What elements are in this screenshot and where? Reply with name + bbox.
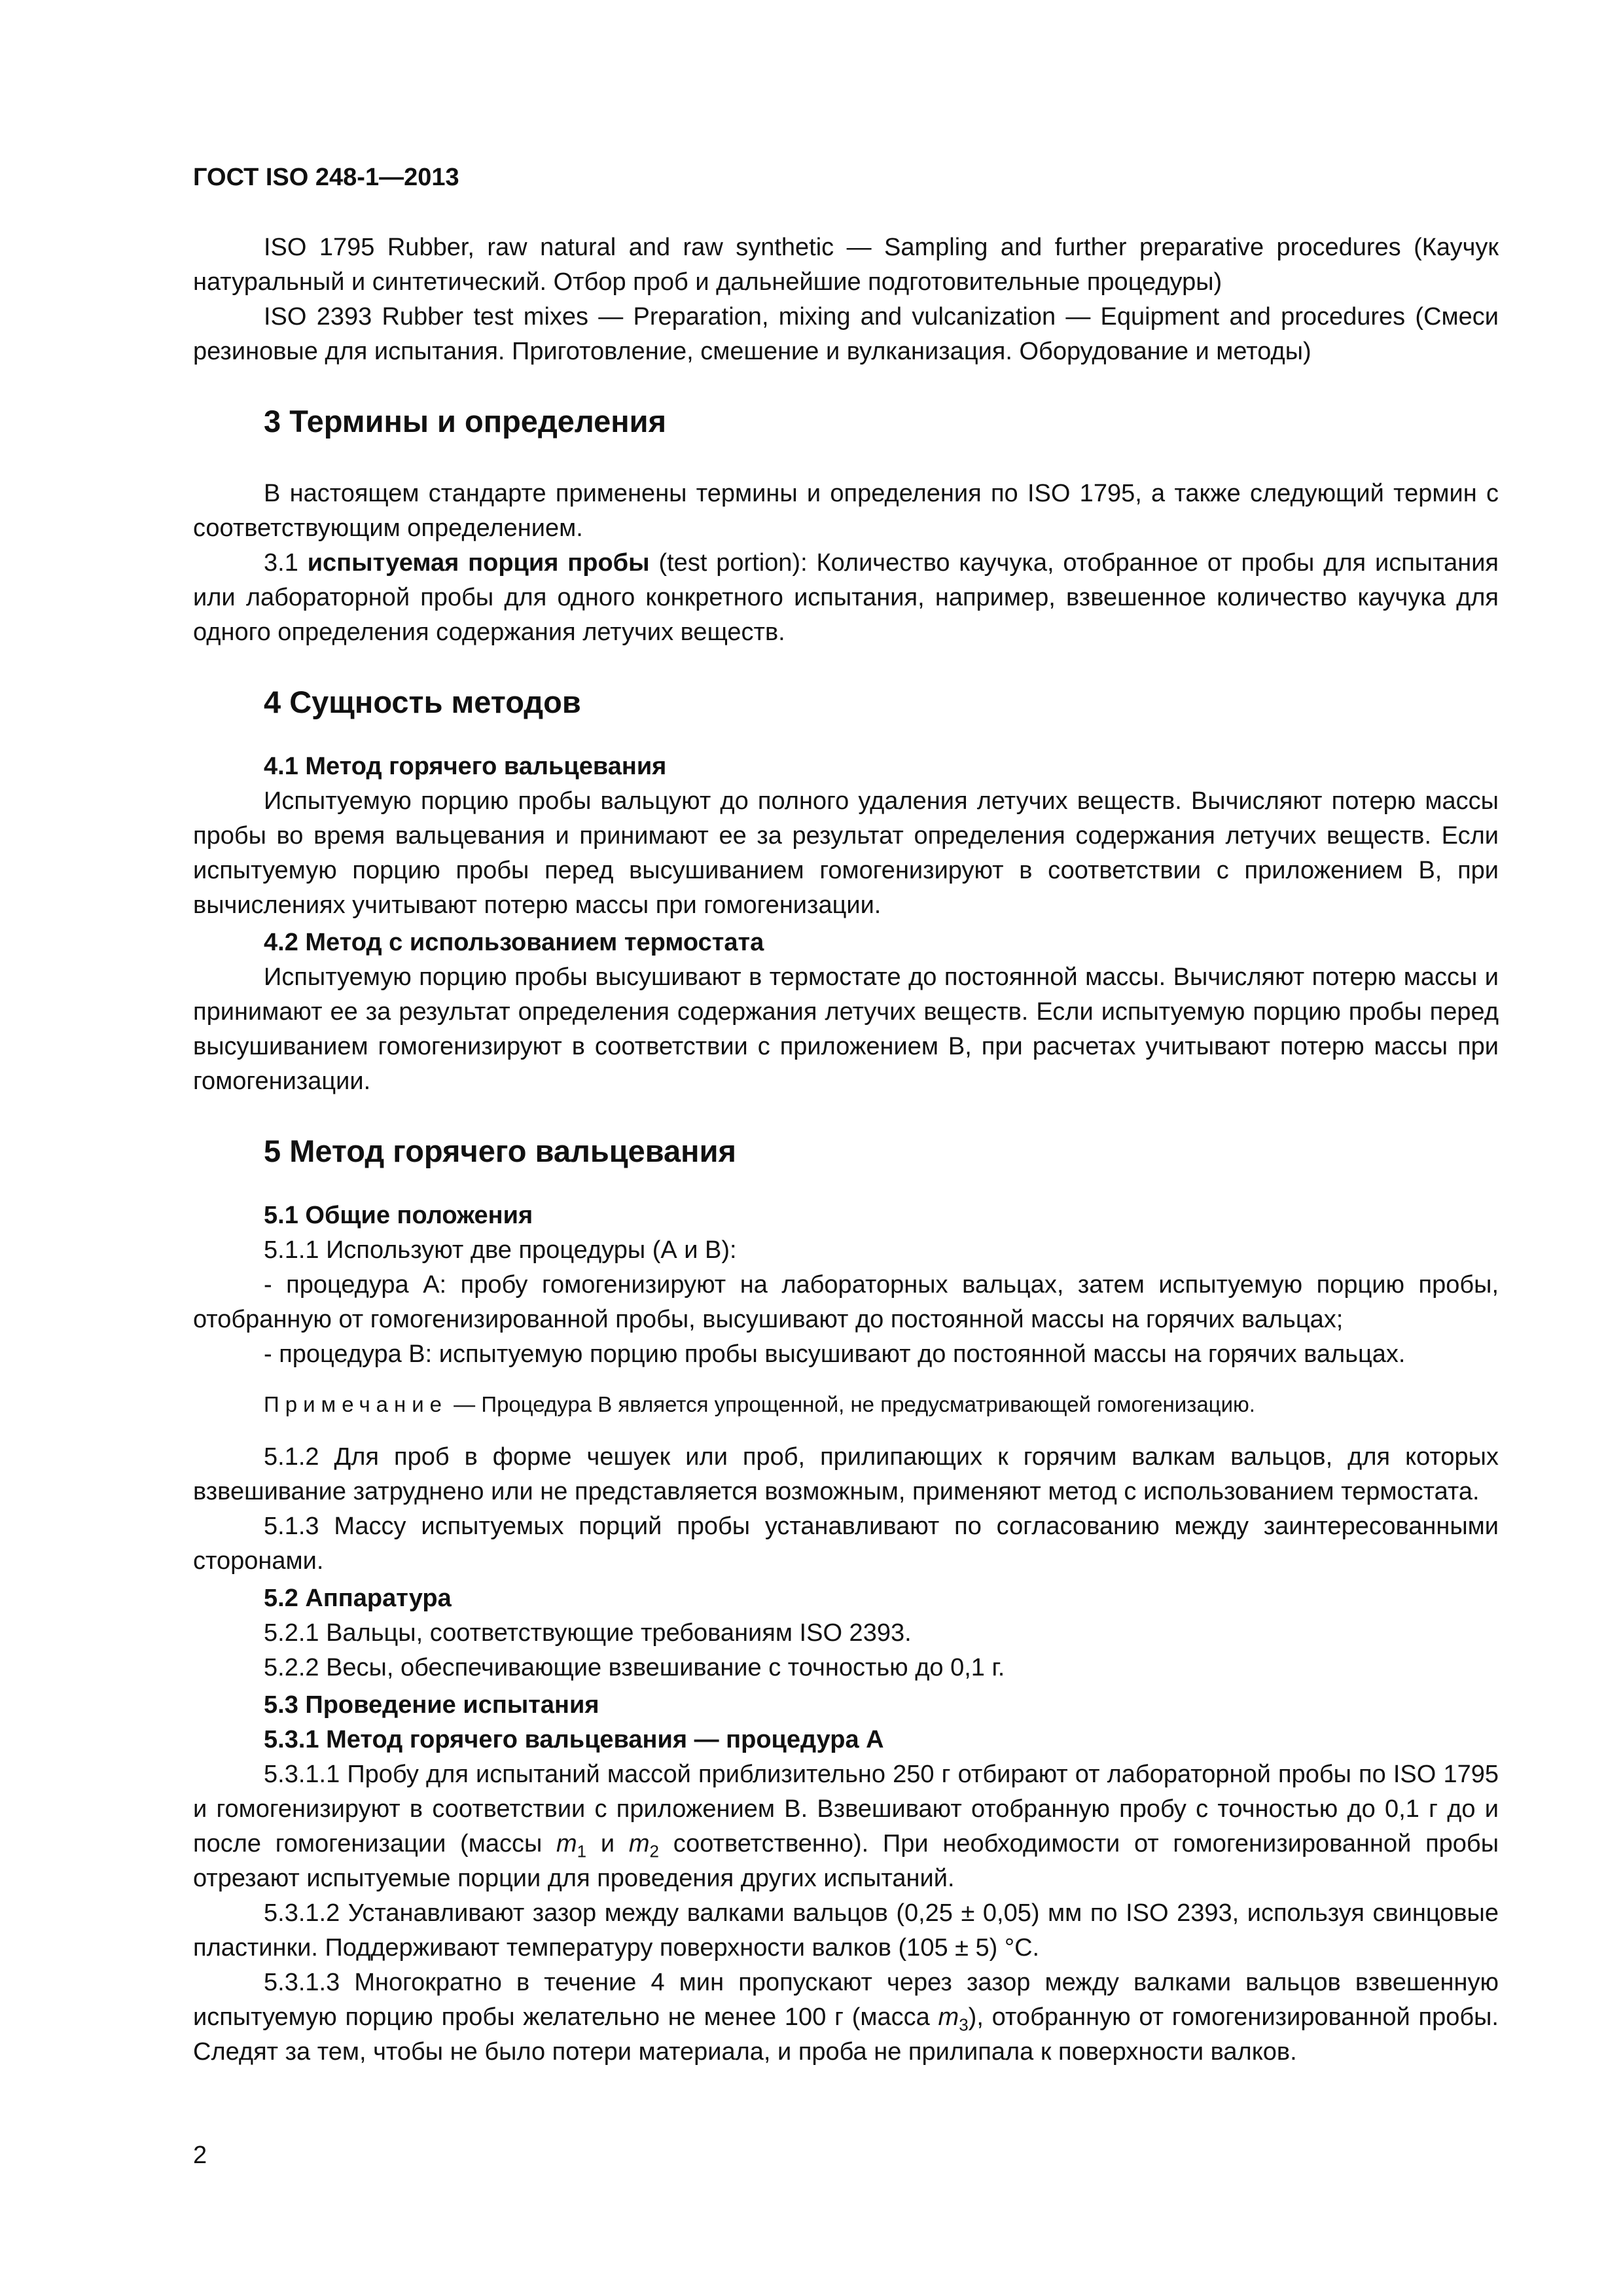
page-content [193, 230, 1499, 2070]
section-3-intro: В настоящем стандарте применены термины и определения по ISO 1795, а также следующий термин с соответствующим определением. [193, 480, 1499, 542]
paragraph-5-1-2: 5.1.2 Для проб в форме чешуек или проб, прилипающих к горячим валкам вальцов, для которых взвешивание затруднено или не представляется возможным, применяют метод с использованием термостата. [193, 1443, 1499, 1505]
subsection-5-3-heading: 5.3 Проведение испытания [264, 1691, 599, 1719]
paragraph-5-2-1: 5.2.1 Вальцы, соответствующие требованиям ISO 2393. [264, 1619, 912, 1647]
procedure-b-item: - процедура В: испытуемую порцию пробы высушивают до постоянной массы на горячих вальцах. [264, 1340, 1406, 1368]
paragraph-5-1-1: 5.1.1 Используют две процедуры (А и В): [264, 1236, 737, 1264]
paragraph-5-3-1-3: 5.3.1.3 Многократно в течение 4 мин пропускают через зазор между валками вальцов взвешенную испытуемую порцию пробы желательно не менее 100 г (масса $m_3$), отобранную от гомогенизированной пробы. Следят за тем, чтобы не было потери материала, и проба не прилипала к поверхности валков. [193, 1969, 1499, 2066]
paragraph-5-3-1-1: 5.3.1.1 Пробу для испытаний массой приблизительно 250 г отбирают от лабораторной пробы по ISO 1795 и гомогенизируют в соответствии с приложением В. Взвешивают отобранную пробу с точностью до 0,1 г до и после гомогенизации (массы $m_1$ и $m_2$ соответственно). При необходимости от гомогенизированной пробы отрезают испытуемые порции для проведения других испытаний. [193, 1761, 1499, 1892]
normative-ref-iso-1795: ISO 1795 Rubber, raw natural and raw synthetic — Sampling and further preparative procedures (Каучук натуральный и синтетический. Отбор проб и дальнейшие подготовительные процедуры) [193, 234, 1499, 296]
section-4-heading: 4 Сущность методов [264, 685, 581, 719]
definition-3-1 [193, 546, 1499, 650]
paragraph-5-3-1-2: 5.3.1.2 Устанавливают зазор между валками вальцов (0,25 ± 0,05) мм по ISO 2393, используя свинцовые пластинки. Поддерживают температуру поверхности валков (105 ± 5) °С. [193, 1899, 1499, 1962]
subsection-5-1-heading: 5.1 Общие положения [264, 1202, 533, 1229]
subsection-4-2-heading: 4.2 Метод с использованием термостата [264, 929, 764, 956]
subsection-4-1-heading: 4.1 Метод горячего вальцевания [264, 753, 667, 780]
normative-ref-iso-2393: ISO 2393 Rubber test mixes — Preparation, mixing and vulcanization — Equipment and procedures (Смеси резиновые для испытания. Приготовление, смешение и вулканизация. Оборудование и методы) [193, 303, 1499, 365]
section-5-heading: 5 Метод горячего вальцевания [264, 1134, 736, 1168]
page-number: 2 [193, 2142, 207, 2169]
paragraph-4-2: Испытуемую порцию пробы высушивают в термостате до постоянной массы. Вычисляют потерю массы и принимают ее за результат определения содержания летучих веществ. Если испытуемую порцию пробы перед высушиванием гомогенизируют в соответствии с приложением В, при расчетах учитывают потерю массы при гомогенизации. [193, 963, 1499, 1095]
paragraph-5-2-2: 5.2.2 Весы, обеспечивающие взвешивание с точностью до 0,1 г. [264, 1654, 1005, 1681]
definition-text: (test portion): Количество каучука, отобранное от пробы для испытания или лабораторной пробы для одного конкретного испытания, например, взвешенное количество каучука для одного определения содержания летучих веществ. [193, 549, 1499, 646]
document-header: ГОСТ ISO 248-1—2013 [193, 164, 459, 191]
procedure-a-item: - процедура А: пробу гомогенизируют на лабораторных вальцах, затем испытуемую порцию пробы, отобранную от гомогенизированной пробы, высушивают до постоянной массы на горячих вальцах; [193, 1271, 1499, 1333]
note [193, 1389, 1499, 1420]
note-text: — Процедура В является упрощенной, не предусматривающей гомогенизацию. [448, 1392, 1255, 1416]
definition-number: 3.1 [264, 549, 298, 577]
note-label: Примечание [264, 1392, 448, 1416]
subsection-5-2-heading: 5.2 Аппаратура [264, 1585, 452, 1612]
definition-term: испытуемая порция пробы [307, 549, 650, 577]
subsection-5-3-1-heading: 5.3.1 Метод горячего вальцевания — процедура А [264, 1726, 884, 1753]
paragraph-5-1-3: 5.1.3 Массу испытуемых порций пробы устанавливают по согласованию между заинтересованными сторонами. [193, 1513, 1499, 1575]
paragraph-4-1: Испытуемую порцию пробы вальцуют до полного удаления летучих веществ. Вычисляют потерю массы пробы во время вальцевания и принимают ее за результат определения содержания летучих веществ. Если испытуемую порцию пробы перед высушиванием гомогенизируют в соответствии с приложением В, при вычислениях учитывают потерю массы при гомогенизации. [193, 787, 1499, 919]
section-3-heading: 3 Термины и определения [264, 404, 666, 439]
